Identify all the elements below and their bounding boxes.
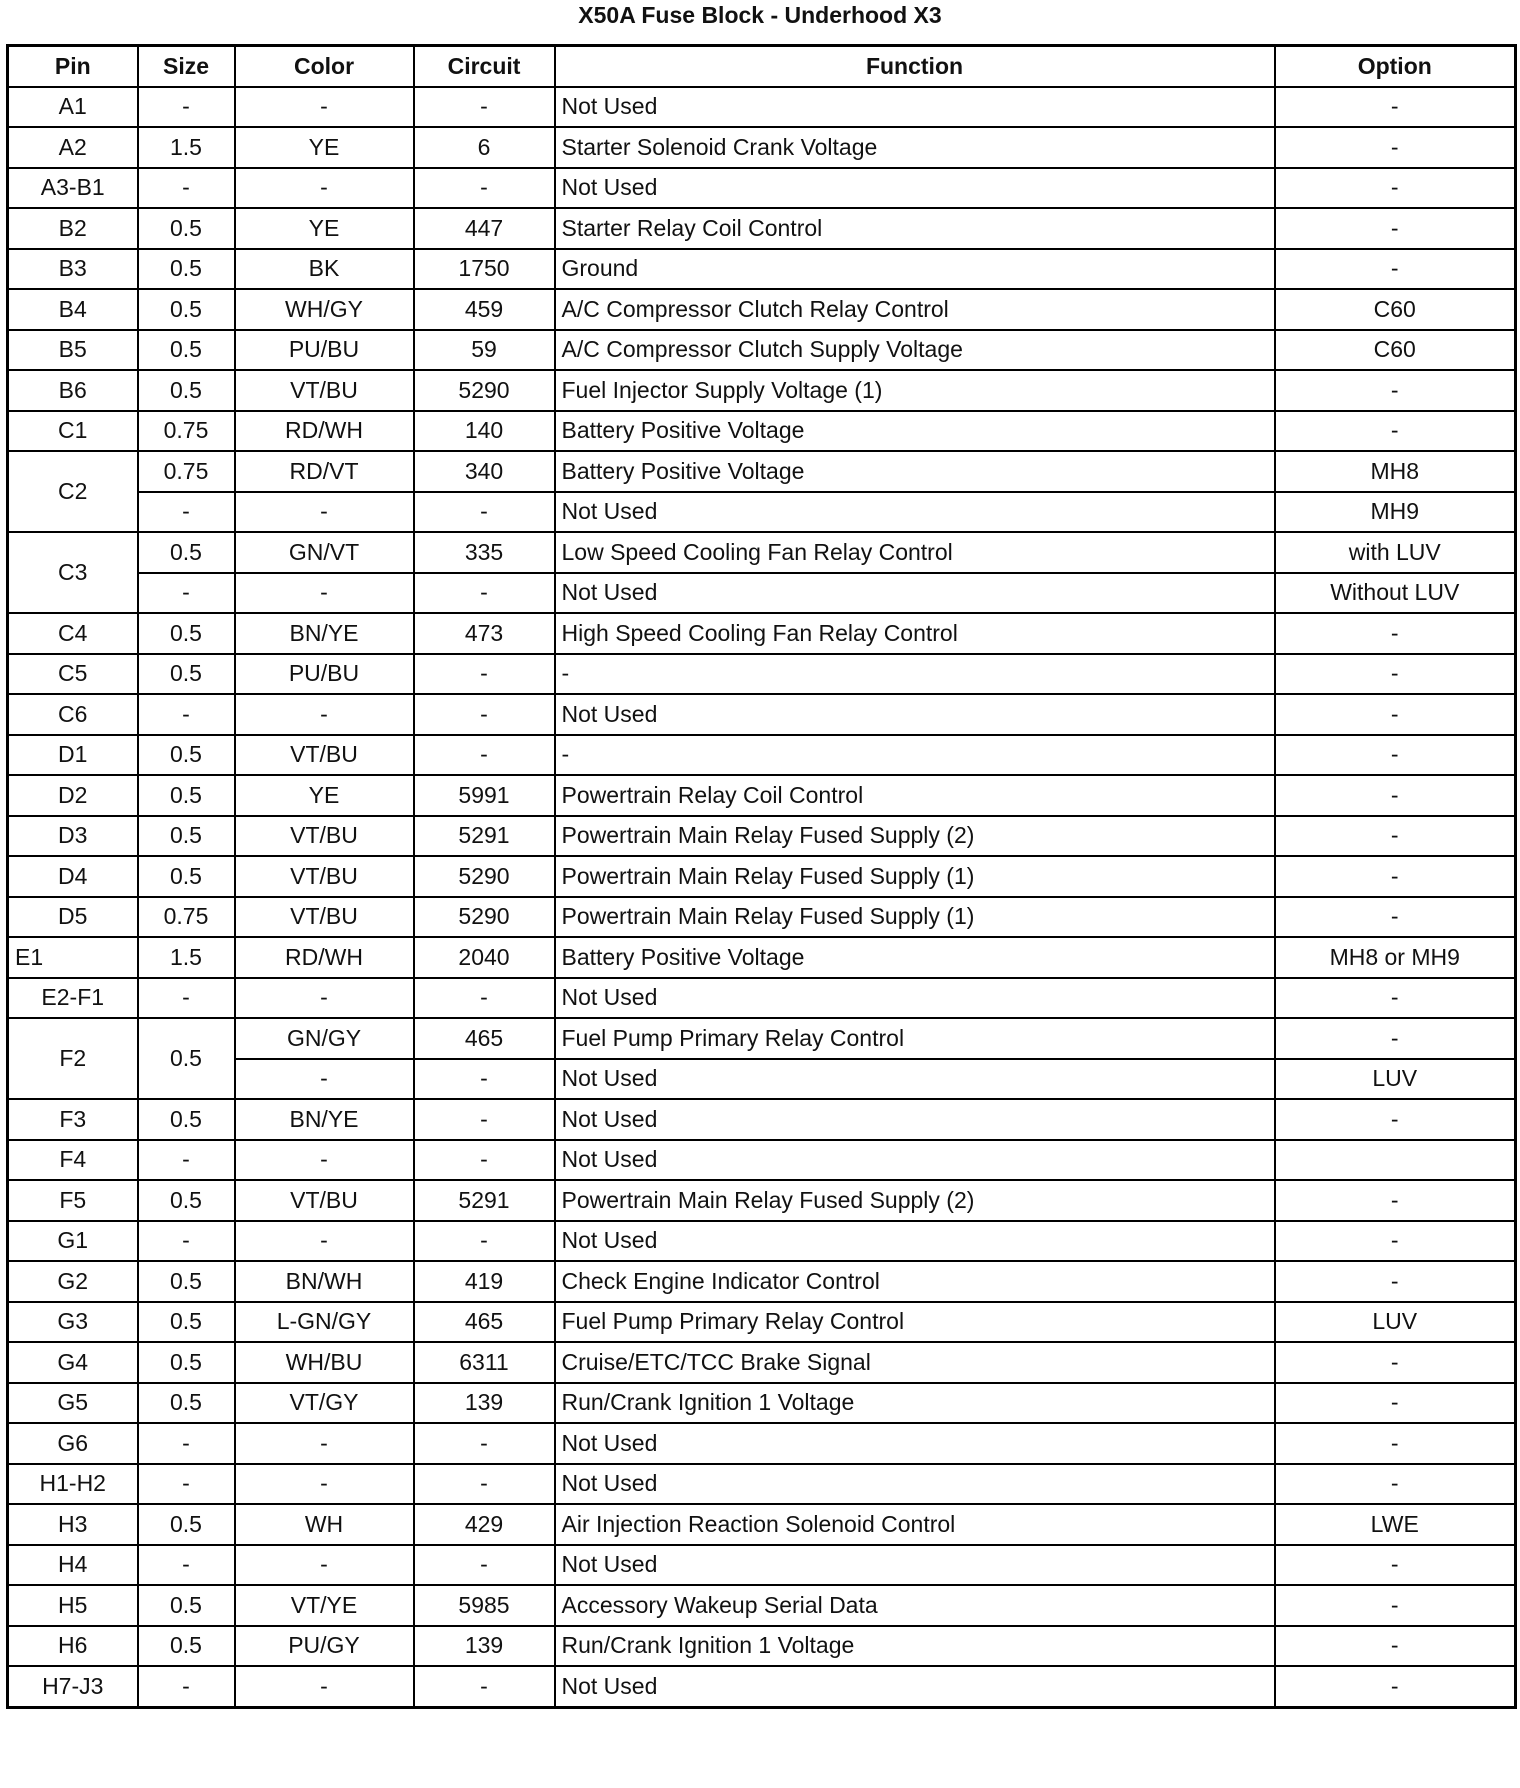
cell-pin: C4 [8, 613, 138, 654]
cell-circuit: 419 [414, 1261, 555, 1302]
cell-option: - [1275, 775, 1516, 816]
cell-option: - [1275, 856, 1516, 897]
cell-color: BK [235, 249, 414, 290]
table-row [8, 573, 1516, 614]
cell-option: - [1275, 978, 1516, 1019]
cell-function: Accessory Wakeup Serial Data [555, 1585, 1275, 1626]
cell-option: - [1275, 694, 1516, 735]
table-row [8, 897, 1516, 938]
cell-color: - [235, 87, 414, 128]
cell-function: Run/Crank Ignition 1 Voltage [555, 1626, 1275, 1667]
cell-color: PU/BU [235, 654, 414, 695]
cell-circuit: 5290 [414, 370, 555, 411]
table-row [8, 694, 1516, 735]
cell-pin: H3 [8, 1504, 138, 1545]
cell-size: 0.75 [138, 411, 235, 452]
cell-option: - [1275, 1666, 1516, 1707]
cell-option: - [1275, 1261, 1516, 1302]
table-row [8, 330, 1516, 371]
cell-size: - [138, 168, 235, 209]
cell-option: - [1275, 613, 1516, 654]
cell-pin: B4 [8, 289, 138, 330]
cell-size: 0.5 [138, 1099, 235, 1140]
cell-circuit: 139 [414, 1383, 555, 1424]
cell-color: GN/VT [235, 532, 414, 573]
table-row [8, 1545, 1516, 1586]
table-row [8, 978, 1516, 1019]
cell-option: - [1275, 370, 1516, 411]
cell-color: RD/VT [235, 451, 414, 492]
cell-color: GN/GY [235, 1018, 414, 1059]
header-pin: Pin [8, 46, 138, 87]
cell-size: - [138, 87, 235, 128]
cell-color: WH/GY [235, 289, 414, 330]
table-row [8, 370, 1516, 411]
cell-function: Not Used [555, 168, 1275, 209]
cell-color: YE [235, 127, 414, 168]
cell-circuit: 465 [414, 1302, 555, 1343]
table-row [8, 1018, 1516, 1059]
table-row [8, 735, 1516, 776]
cell-size: 0.5 [138, 1342, 235, 1383]
cell-pin: B5 [8, 330, 138, 371]
cell-circuit: - [414, 1545, 555, 1586]
cell-option: LUV [1275, 1059, 1516, 1100]
cell-function: Low Speed Cooling Fan Relay Control [555, 532, 1275, 573]
cell-option: - [1275, 127, 1516, 168]
cell-function: Not Used [555, 694, 1275, 735]
cell-option: - [1275, 1221, 1516, 1262]
cell-function: Battery Positive Voltage [555, 937, 1275, 978]
cell-size: 0.5 [138, 1180, 235, 1221]
table-row [8, 1099, 1516, 1140]
table-row [8, 1423, 1516, 1464]
cell-size: - [138, 1464, 235, 1505]
cell-pin: D5 [8, 897, 138, 938]
cell-pin: A2 [8, 127, 138, 168]
cell-circuit: 5991 [414, 775, 555, 816]
cell-function: Cruise/ETC/TCC Brake Signal [555, 1342, 1275, 1383]
cell-color: - [235, 492, 414, 533]
cell-function: Powertrain Main Relay Fused Supply (2) [555, 1180, 1275, 1221]
cell-function: - [555, 735, 1275, 776]
cell-circuit: 5291 [414, 816, 555, 857]
cell-circuit: - [414, 735, 555, 776]
table-row [8, 1180, 1516, 1221]
cell-circuit: 5290 [414, 856, 555, 897]
cell-function: Powertrain Main Relay Fused Supply (1) [555, 897, 1275, 938]
header-size: Size [138, 46, 235, 87]
cell-color: BN/YE [235, 613, 414, 654]
cell-option: - [1275, 1626, 1516, 1667]
cell-circuit: 335 [414, 532, 555, 573]
cell-pin: D1 [8, 735, 138, 776]
cell-color: WH/BU [235, 1342, 414, 1383]
cell-size: 0.5 [138, 613, 235, 654]
cell-pin: E2-F1 [8, 978, 138, 1019]
cell-option: - [1275, 1180, 1516, 1221]
cell-size: - [138, 492, 235, 533]
table-row [8, 451, 1516, 492]
cell-option: - [1275, 87, 1516, 128]
cell-circuit: 5985 [414, 1585, 555, 1626]
page-title: X50A Fuse Block - Underhood X3 [578, 2, 942, 28]
table-row [8, 816, 1516, 857]
cell-pin: C5 [8, 654, 138, 695]
cell-pin: B3 [8, 249, 138, 290]
cell-size: 0.5 [138, 735, 235, 776]
cell-option: Without LUV [1275, 573, 1516, 614]
table-row [8, 1585, 1516, 1626]
cell-function: Not Used [555, 1099, 1275, 1140]
cell-pin: G4 [8, 1342, 138, 1383]
cell-size: 0.5 [138, 1302, 235, 1343]
cell-color: WH [235, 1504, 414, 1545]
table-row [8, 249, 1516, 290]
cell-color: - [235, 1464, 414, 1505]
table-row [8, 1342, 1516, 1383]
cell-size: 0.5 [138, 532, 235, 573]
cell-option: MH8 [1275, 451, 1516, 492]
cell-function: Starter Relay Coil Control [555, 208, 1275, 249]
cell-circuit: - [414, 1423, 555, 1464]
cell-color: VT/BU [235, 897, 414, 938]
table-row [8, 1464, 1516, 1505]
cell-size: - [138, 978, 235, 1019]
cell-circuit: 340 [414, 451, 555, 492]
cell-pin: C1 [8, 411, 138, 452]
cell-function: Starter Solenoid Crank Voltage [555, 127, 1275, 168]
cell-circuit: - [414, 694, 555, 735]
cell-pin: G1 [8, 1221, 138, 1262]
header-circuit: Circuit [414, 46, 555, 87]
cell-function: Run/Crank Ignition 1 Voltage [555, 1383, 1275, 1424]
cell-pin: F4 [8, 1140, 138, 1181]
cell-color: VT/GY [235, 1383, 414, 1424]
table-row [8, 492, 1516, 533]
cell-color: - [235, 168, 414, 209]
cell-size: - [138, 573, 235, 614]
cell-size: 0.5 [138, 330, 235, 371]
cell-pin: F3 [8, 1099, 138, 1140]
cell-size: 0.5 [138, 1504, 235, 1545]
cell-option: - [1275, 1423, 1516, 1464]
cell-pin: G6 [8, 1423, 138, 1464]
cell-option: - [1275, 411, 1516, 452]
cell-pin: B2 [8, 208, 138, 249]
cell-function: Fuel Pump Primary Relay Control [555, 1302, 1275, 1343]
cell-pin: D3 [8, 816, 138, 857]
cell-function: High Speed Cooling Fan Relay Control [555, 613, 1275, 654]
table-row [8, 1626, 1516, 1667]
cell-circuit: 473 [414, 613, 555, 654]
cell-circuit: 459 [414, 289, 555, 330]
cell-color: - [235, 1666, 414, 1707]
cell-color: - [235, 573, 414, 614]
cell-function: Not Used [555, 492, 1275, 533]
cell-circuit: 6 [414, 127, 555, 168]
cell-circuit: - [414, 87, 555, 128]
cell-color: PU/BU [235, 330, 414, 371]
cell-size: 0.5 [138, 249, 235, 290]
table-row [8, 1059, 1516, 1100]
cell-color: VT/BU [235, 1180, 414, 1221]
cell-option: LWE [1275, 1504, 1516, 1545]
cell-function: Powertrain Relay Coil Control [555, 775, 1275, 816]
cell-function: Not Used [555, 1140, 1275, 1181]
cell-size: - [138, 1221, 235, 1262]
cell-function: A/C Compressor Clutch Supply Voltage [555, 330, 1275, 371]
cell-pin: F2 [8, 1018, 138, 1099]
cell-color: VT/BU [235, 735, 414, 776]
cell-size: 0.5 [138, 816, 235, 857]
cell-size: 0.5 [138, 1261, 235, 1302]
cell-size: - [138, 1140, 235, 1181]
cell-color: - [235, 694, 414, 735]
cell-size: 0.75 [138, 451, 235, 492]
cell-function: Not Used [555, 1423, 1275, 1464]
cell-pin: G3 [8, 1302, 138, 1343]
cell-size: 0.5 [138, 1626, 235, 1667]
cell-option: - [1275, 1585, 1516, 1626]
cell-size: 0.5 [138, 1585, 235, 1626]
cell-circuit: - [414, 654, 555, 695]
cell-circuit: 6311 [414, 1342, 555, 1383]
cell-function: Not Used [555, 1059, 1275, 1100]
table-row [8, 856, 1516, 897]
cell-circuit: - [414, 573, 555, 614]
cell-option: - [1275, 1383, 1516, 1424]
cell-function: Not Used [555, 87, 1275, 128]
table-row [8, 289, 1516, 330]
cell-circuit: - [414, 1059, 555, 1100]
cell-pin: H7-J3 [8, 1666, 138, 1707]
cell-size: - [138, 694, 235, 735]
header-row [8, 46, 1516, 87]
cell-pin: H1-H2 [8, 1464, 138, 1505]
cell-pin: H4 [8, 1545, 138, 1586]
cell-function: Check Engine Indicator Control [555, 1261, 1275, 1302]
cell-size: - [138, 1423, 235, 1464]
cell-pin: E1 [8, 937, 138, 978]
cell-color: YE [235, 775, 414, 816]
cell-option: MH8 or MH9 [1275, 937, 1516, 978]
cell-circuit: - [414, 1099, 555, 1140]
cell-option: with LUV [1275, 532, 1516, 573]
cell-option: C60 [1275, 289, 1516, 330]
cell-color: - [235, 1545, 414, 1586]
cell-color: - [235, 978, 414, 1019]
cell-size: 0.5 [138, 654, 235, 695]
cell-option [1275, 1140, 1516, 1181]
header-color: Color [235, 46, 414, 87]
cell-circuit: - [414, 1140, 555, 1181]
cell-circuit: 1750 [414, 249, 555, 290]
cell-function: Powertrain Main Relay Fused Supply (1) [555, 856, 1275, 897]
cell-pin: A1 [8, 87, 138, 128]
table-row [8, 1221, 1516, 1262]
cell-size: 0.5 [138, 1018, 235, 1099]
table-row [8, 654, 1516, 695]
table-row [8, 613, 1516, 654]
cell-pin: C2 [8, 451, 138, 532]
cell-option: - [1275, 1545, 1516, 1586]
cell-pin: C3 [8, 532, 138, 613]
cell-size: 0.5 [138, 370, 235, 411]
cell-size: 0.5 [138, 289, 235, 330]
cell-function: Not Used [555, 1464, 1275, 1505]
header-function: Function [555, 46, 1275, 87]
cell-size: 0.5 [138, 1383, 235, 1424]
cell-size: - [138, 1545, 235, 1586]
cell-circuit: - [414, 1221, 555, 1262]
cell-option: - [1275, 816, 1516, 857]
cell-circuit: 465 [414, 1018, 555, 1059]
table-row [8, 775, 1516, 816]
cell-color: L-GN/GY [235, 1302, 414, 1343]
cell-circuit: - [414, 168, 555, 209]
cell-function: - [555, 654, 1275, 695]
table-row [8, 1261, 1516, 1302]
cell-pin: F5 [8, 1180, 138, 1221]
cell-function: Air Injection Reaction Solenoid Control [555, 1504, 1275, 1545]
cell-circuit: 429 [414, 1504, 555, 1545]
cell-option: - [1275, 1464, 1516, 1505]
cell-pin: G5 [8, 1383, 138, 1424]
cell-color: - [235, 1059, 414, 1100]
table-row [8, 1302, 1516, 1343]
cell-color: - [235, 1423, 414, 1464]
cell-pin: H5 [8, 1585, 138, 1626]
cell-pin: D2 [8, 775, 138, 816]
cell-size: 0.75 [138, 897, 235, 938]
table-row [8, 1666, 1516, 1707]
table-row [8, 532, 1516, 573]
cell-option: - [1275, 1342, 1516, 1383]
cell-pin: C6 [8, 694, 138, 735]
cell-size: 0.5 [138, 775, 235, 816]
cell-color: VT/YE [235, 1585, 414, 1626]
cell-option: LUV [1275, 1302, 1516, 1343]
cell-color: VT/BU [235, 370, 414, 411]
cell-function: Fuel Injector Supply Voltage (1) [555, 370, 1275, 411]
table-row [8, 937, 1516, 978]
cell-size: 1.5 [138, 937, 235, 978]
cell-function: Not Used [555, 1545, 1275, 1586]
cell-circuit: 5291 [414, 1180, 555, 1221]
cell-function: Ground [555, 249, 1275, 290]
table-row [8, 127, 1516, 168]
cell-circuit: - [414, 1666, 555, 1707]
cell-color: - [235, 1221, 414, 1262]
cell-color: BN/WH [235, 1261, 414, 1302]
cell-function: Battery Positive Voltage [555, 451, 1275, 492]
cell-color: BN/YE [235, 1099, 414, 1140]
cell-circuit: - [414, 492, 555, 533]
cell-function: A/C Compressor Clutch Relay Control [555, 289, 1275, 330]
table-row [8, 1383, 1516, 1424]
cell-function: Battery Positive Voltage [555, 411, 1275, 452]
cell-circuit: 2040 [414, 937, 555, 978]
cell-function: Not Used [555, 573, 1275, 614]
cell-pin: H6 [8, 1626, 138, 1667]
cell-circuit: 447 [414, 208, 555, 249]
cell-option: - [1275, 249, 1516, 290]
cell-circuit: 140 [414, 411, 555, 452]
cell-color: VT/BU [235, 816, 414, 857]
cell-option: - [1275, 208, 1516, 249]
cell-pin: G2 [8, 1261, 138, 1302]
cell-option: - [1275, 654, 1516, 695]
cell-color: YE [235, 208, 414, 249]
cell-color: VT/BU [235, 856, 414, 897]
cell-circuit: - [414, 1464, 555, 1505]
cell-pin: A3-B1 [8, 168, 138, 209]
cell-size: 0.5 [138, 856, 235, 897]
cell-size: 1.5 [138, 127, 235, 168]
table-row [8, 208, 1516, 249]
table-row [8, 1140, 1516, 1181]
header-option: Option [1275, 46, 1516, 87]
pinout-table [6, 44, 1517, 1709]
cell-color: PU/GY [235, 1626, 414, 1667]
cell-function: Not Used [555, 978, 1275, 1019]
table-row [8, 1504, 1516, 1545]
table-row [8, 168, 1516, 209]
cell-color: - [235, 1140, 414, 1181]
cell-pin: B6 [8, 370, 138, 411]
cell-function: Not Used [555, 1221, 1275, 1262]
cell-color: RD/WH [235, 937, 414, 978]
cell-circuit: 59 [414, 330, 555, 371]
cell-function: Powertrain Main Relay Fused Supply (2) [555, 816, 1275, 857]
cell-circuit: 5290 [414, 897, 555, 938]
cell-option: - [1275, 1099, 1516, 1140]
cell-size: 0.5 [138, 208, 235, 249]
cell-option: - [1275, 897, 1516, 938]
cell-function: Fuel Pump Primary Relay Control [555, 1018, 1275, 1059]
table-row [8, 411, 1516, 452]
cell-option: MH9 [1275, 492, 1516, 533]
table-row [8, 87, 1516, 128]
cell-size: - [138, 1666, 235, 1707]
cell-option: - [1275, 168, 1516, 209]
cell-option: C60 [1275, 330, 1516, 371]
cell-option: - [1275, 1018, 1516, 1059]
cell-color: RD/WH [235, 411, 414, 452]
cell-function: Not Used [555, 1666, 1275, 1707]
cell-circuit: - [414, 978, 555, 1019]
cell-option: - [1275, 735, 1516, 776]
cell-pin: D4 [8, 856, 138, 897]
cell-circuit: 139 [414, 1626, 555, 1667]
